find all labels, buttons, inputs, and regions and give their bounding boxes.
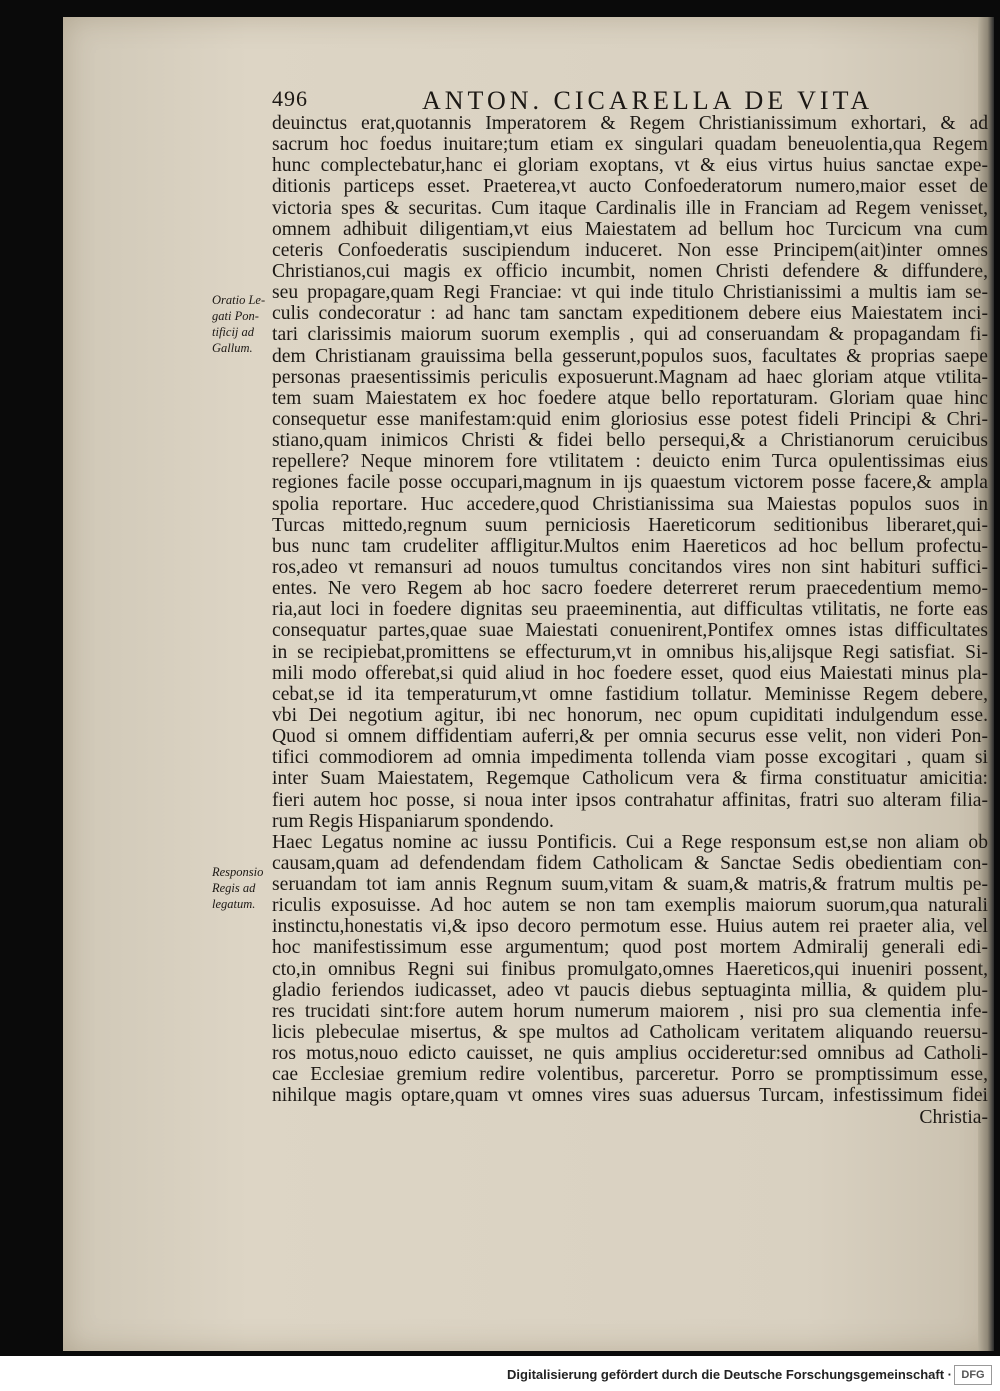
text-line: res trucidati sint:fore autem horum numerum maiorem , nisi pro sua clementia infe- [272, 1000, 988, 1022]
text-line: seu propagare,quam Regi Franciae: vt qui inde titulo Christianissimi a multis iam se- [272, 282, 988, 304]
text-line: nihilque magis optare,quam vt omnes vires suas aduersus Turcam, infestissimum fidei [272, 1085, 988, 1107]
text-line: cae Ecclesiae gremium redire volentibus, parceretur. Porro se promptissimum esse, [272, 1064, 988, 1086]
footer-bar [0, 1356, 1000, 1391]
marginal-line: gati Pon- [212, 309, 259, 323]
text-line: tifici commodiorem ad omnia impedimenta tollenda viam posse excogitari , quam si [272, 747, 988, 769]
text-line: entes. Ne vero Regem ab hoc sacro foedere deterreret rerum praecedentium memo- [272, 578, 988, 600]
text-line: sacrum hoc foedus inuitare;tum etiam ex singulari quadam beneuolentia,qua Regem [272, 134, 988, 156]
text-line: Turcas mittedo,regnum suum perniciosis Haereticorum seditionibus liberaret,qui- [272, 514, 988, 536]
text-line: ria,aut loci in foedere dignitas seu praeeminentia, aut difficultas vtilitatis, ne forte eas [272, 599, 988, 621]
text-line: culis condecoratur : ad hanc tam sanctam expeditionem debere eius Maiestatem inci- [272, 303, 988, 325]
text-line: in se recipiebat,promittens se effecturum,vt in omnibus his,alijsque Regi satisfiat. Si- [272, 641, 988, 663]
marginal-note-oratio [212, 292, 270, 356]
text-line: regiones facile posse occupari,magnum in ijs quaestum victorem posse facere,& ampla [272, 472, 988, 494]
text-line: deuinctus erat,quotannis Imperatorem & Regem Christianissimum exhortari, & ad [272, 113, 988, 134]
dfg-logo-icon: DFG [954, 1365, 992, 1385]
text-line: riculis exposuisse. Ad hoc autem se non tam exemplis maiorum suorum,qua naturali [272, 895, 988, 917]
text-line: hoc manifestissimum esse argumentum; quod post mortem Admiralij generali edi- [272, 937, 988, 959]
text-line: bus nunc tam crudeliter affligitur.Multos enim Haereticos ad hoc bellum profectu- [272, 535, 988, 557]
text-line: ceteris Confoederatis suscipiendum induceret. Non esse Principem(ait)inter omnes [272, 239, 988, 261]
text-line: tem suam Maiestatem ex hoc foedere atque bello reportaturam. Gloriam quae hinc [272, 387, 988, 409]
text-line: inter Suam Maiestatem, Regemque Catholicum vera & firma constituatur amicitia: [272, 768, 988, 790]
text-line: dem Christianam grauissima bella gesserunt,populos suos, facultates & proprias saepe [272, 345, 988, 367]
marginal-line: tificij ad [212, 325, 255, 339]
marginal-line: Regis ad [212, 881, 256, 895]
text-line: mili modo offerebat,si quid aliud in hoc foedere esset, quod eius Maiestati minus pla- [272, 662, 988, 684]
text-line: repellere? Neque minorem fore vtilitatem : deuicto enim Turca opulentissimas eius [272, 451, 988, 473]
body-text [272, 113, 988, 1128]
text-line: rum Regis Hispaniarum spondendo. [272, 810, 554, 832]
text-line: vbi Dei negotium agitur, ibi nec honorum, nec opum cupiditati indulgendum esse. [272, 704, 988, 726]
text-line: ditionis particeps esset. Praeterea,vt aucto Confoederatorum numero,maior esset de [272, 176, 988, 198]
marginal-line: legatum. [212, 897, 256, 911]
text-line: Christianos,cui magis ex officio incumbit, nomen Christi defendere & diffundere, [272, 260, 988, 282]
text-line: cebat,se id ita temperaturum,vt omne fastidium tollatur. Meminisse Regem debere, [272, 683, 988, 705]
text-line: Quod si omnem diffidentiam auferri,& per omnia securus esse velit, non videri Pon- [272, 726, 988, 748]
text-line: ros motus,nouo edicto cauisset, ne quis amplius occideretur:sed omnibus ad Catholi- [272, 1043, 988, 1065]
text-line: seruandam tot iam annis Regnum suum,vitam & suam,& matris,& fratrum multis pe- [272, 874, 988, 896]
running-title: ANTON. CICARELLA DE VITA [422, 86, 874, 115]
funding-notice: Digitalisierung gefördert durch die Deutsche Forschungsgemeinschaft · [507, 1367, 952, 1382]
text-line: victoria spes & securitas. Cum itaque Cardinalis ille in Franciam ad Regem venisset, [272, 197, 988, 219]
marginal-line: Oratio Le- [212, 293, 266, 307]
text-line: cto,in omnibus Regni sui finibus promulgato,omnes Haereticos,qui inueniri possent, [272, 958, 988, 980]
text-line: personas praesentissimis periculis exposuerunt.Magnam ad haec gloriam atque vtilita- [272, 366, 988, 388]
text-line: stiano,quam inimicos Christi & fidei bello persequi,& a Christianorum ceruicibus [272, 430, 988, 452]
text-line: ros,adeo vt remansuri ad nouos tumultus concitandos vires non sint habituri suffici- [272, 556, 988, 578]
text-line: gladio feriendos iudicasset, adeo vt paucis diebus septuaginta millia, & quidem plu- [272, 979, 988, 1001]
page-number: 496 [272, 86, 308, 111]
text-line: licis plebeculae misertus, & spe multos ad Catholicam veritatem aliquando reuersu- [272, 1022, 988, 1044]
text-line: causam,quam ad defendendam fidem Catholicam & Sanctae Sedis obedientiam con- [272, 852, 988, 874]
text-line: fieri autem hoc posse, si noua inter ipsos contrahatur affinitas, fratri suo alteram filia- [272, 789, 988, 811]
text-line: spolia reportare. Huc accedere,quod Christianissima sua Maiestas populos suos in [272, 493, 988, 515]
running-head [272, 86, 992, 116]
text-line: instinctu,honestatis vi,& ipso decoro permotum esse. Huius autem rei praeter alia, vel [272, 916, 988, 938]
marginal-line: Responsio [212, 865, 264, 879]
text-line: hunc complectebatur,hanc ei gloriam exoptans, vt & eius virtus huius sanctae expe- [272, 155, 988, 177]
text-line: Haec Legatus nomine ac iussu Pontificis. Cui a Rege responsum est,se non aliam ob [272, 831, 988, 853]
catchword: Christia- [919, 1106, 988, 1128]
text-line: consequatur partes,quae suae Maiestati conuenirent,Pontifex omnes istas difficultates [272, 620, 988, 642]
text-line: consequetur esse manifestam:quid enim gloriosius esse potest fideli Principi & Chri- [272, 408, 988, 430]
marginal-note-responsio [212, 864, 270, 912]
text-line: omnem adhibuit diligentiam,vt eius Maiestatem ad bellum hoc Turcicum vna cum [272, 218, 988, 240]
text-line: tari clarissimis maiorum suorum exemplis , qui ad conseruandam & propagandam fi- [272, 324, 988, 346]
marginal-line: Gallum. [212, 341, 253, 355]
